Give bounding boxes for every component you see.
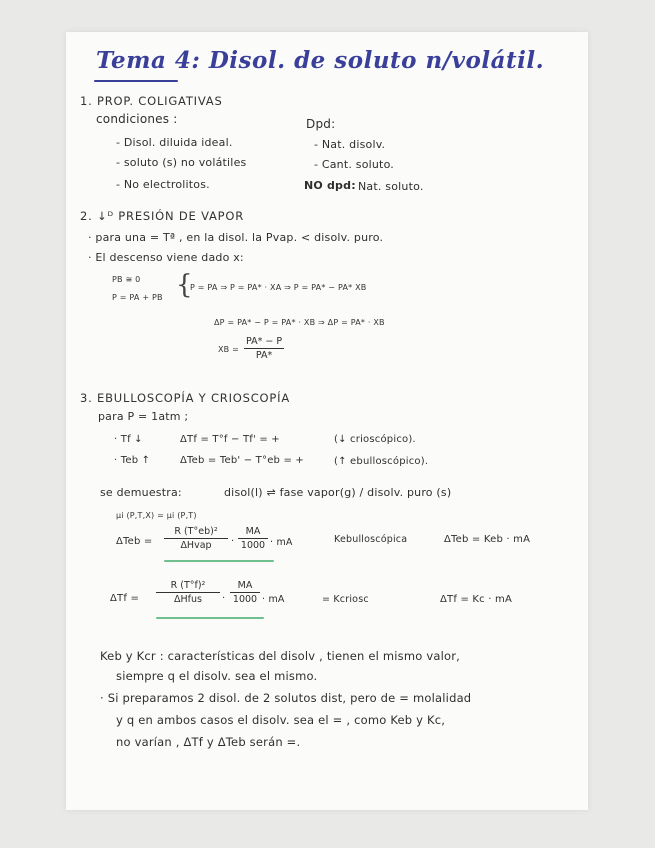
demo-equation: disol(l) ⇌ fase vapor(g) / disolv. puro (s) bbox=[224, 486, 452, 499]
teb-note: (↑ ebulloscópico). bbox=[334, 456, 429, 467]
tf-highlight-underline bbox=[156, 617, 264, 619]
teb-tail: · mA bbox=[270, 537, 293, 548]
chemical-potential: μi (P,T,X) = μi (P,T) bbox=[116, 511, 197, 520]
dependence-label: Dpd: bbox=[306, 117, 336, 131]
tf-fraction-2-denominator: 1000 bbox=[232, 594, 258, 605]
tf-left: · Tf ↓ bbox=[114, 434, 143, 445]
xb-denominator: PA* bbox=[255, 350, 273, 361]
xb-numerator: PA* − P bbox=[246, 336, 283, 347]
fraction-bar bbox=[244, 348, 284, 349]
multiply-symbol: · bbox=[231, 536, 235, 547]
tf-note: (↓ crioscópico). bbox=[334, 434, 416, 445]
delta-p-equation: ΔP = PA* − P = PA* · XB ⇒ ΔP = PA* · XB bbox=[214, 318, 385, 327]
note-line-3: · Si preparamos 2 disol. de 2 solutos dist, pero de = molalidad bbox=[100, 691, 472, 705]
tf-fraction-1 bbox=[156, 580, 220, 605]
xb-lhs: XB = bbox=[218, 345, 240, 354]
teb-fraction-2 bbox=[238, 526, 268, 551]
note-line-2: siempre q el disolv. sea el mismo. bbox=[116, 669, 318, 683]
dependence-2: - Cant. soluto. bbox=[314, 158, 394, 171]
no-dependence-value: Nat. soluto. bbox=[358, 180, 424, 193]
section-3-heading: 3. EBULLOSCOPÍA Y CRIOSCOPÍA bbox=[80, 391, 291, 405]
section-2-heading: 2. ↓ᴰ PRESIÓN DE VAPOR bbox=[80, 209, 245, 223]
tf-fraction-1-numerator: R (T°f)² bbox=[170, 580, 206, 591]
demo-label: se demuestra: bbox=[100, 486, 182, 499]
teb-fraction-1-numerator: R (T°eb)² bbox=[174, 526, 218, 537]
multiply-symbol: · bbox=[222, 593, 226, 604]
tf-fraction-2 bbox=[230, 580, 260, 605]
tf-equation: ΔTf = T°f − Tf' = + bbox=[180, 434, 280, 445]
note-line-5: no varían , ΔTf y ΔTeb serán =. bbox=[116, 735, 301, 749]
section-1-heading: 1. PROP. COLIGATIVAS bbox=[80, 94, 223, 108]
condition-p-sum: P = PA + PB bbox=[112, 293, 163, 302]
teb-fraction-1-denominator: ΔHvap bbox=[180, 540, 212, 551]
condition-pb: PB ≅ 0 bbox=[112, 275, 141, 284]
tf-result: ΔTf = Kc · mA bbox=[440, 594, 512, 605]
teb-highlight-underline bbox=[164, 560, 274, 562]
title-underline bbox=[94, 80, 178, 82]
tf-formula-lhs: ΔTf = bbox=[110, 593, 140, 604]
fraction-bar bbox=[156, 592, 220, 593]
keb-label: Kebulloscópica bbox=[334, 534, 408, 545]
xb-fraction bbox=[244, 336, 284, 361]
brace-symbol: { bbox=[176, 270, 193, 300]
tf-fraction-1-denominator: ΔHfus bbox=[174, 594, 202, 605]
vapor-pressure-line-1: · para una = Tª , en la disol. la Pvap. < disolv. puro. bbox=[88, 231, 384, 244]
condition-3: - No electrolitos. bbox=[116, 178, 210, 191]
dependence-1: - Nat. disolv. bbox=[314, 138, 386, 151]
vapor-pressure-line-2: · El descenso viene dado x: bbox=[88, 251, 244, 264]
teb-equation: ΔTeb = Teb' − T°eb = + bbox=[180, 455, 305, 466]
fraction-bar bbox=[230, 592, 260, 593]
fraction-bar bbox=[238, 538, 268, 539]
condition-2: - soluto (s) no volátiles bbox=[116, 156, 247, 169]
note-line-4: y q en ambos casos el disolv. sea el = , como Keb y Kc, bbox=[116, 713, 446, 727]
conditions-label: condiciones : bbox=[96, 112, 178, 126]
teb-formula-lhs: ΔTeb = bbox=[116, 536, 153, 547]
kc-label: = Kcriosc bbox=[322, 594, 369, 605]
page-title: Tema 4: Disol. de soluto n/volátil. bbox=[96, 47, 545, 74]
teb-left: · Teb ↑ bbox=[114, 455, 151, 466]
condition-1: - Disol. diluida ideal. bbox=[116, 136, 233, 149]
tf-fraction-2-numerator: MA bbox=[237, 580, 253, 591]
raoult-equation-chain: P = PA ⇒ P = PA* · XA ⇒ P = PA* − PA* XB bbox=[190, 283, 367, 292]
no-dependence-label: NO dpd: bbox=[304, 179, 356, 192]
teb-fraction-1 bbox=[164, 526, 228, 551]
teb-fraction-2-denominator: 1000 bbox=[240, 540, 266, 551]
pressure-condition: para P = 1atm ; bbox=[98, 410, 189, 423]
note-line-1: Keb y Kcr : características del disolv , tienen el mismo valor, bbox=[100, 649, 461, 663]
teb-result: ΔTeb = Keb · mA bbox=[444, 534, 531, 545]
teb-fraction-2-numerator: MA bbox=[245, 526, 261, 537]
tf-tail: · mA bbox=[262, 594, 285, 605]
fraction-bar bbox=[164, 538, 228, 539]
